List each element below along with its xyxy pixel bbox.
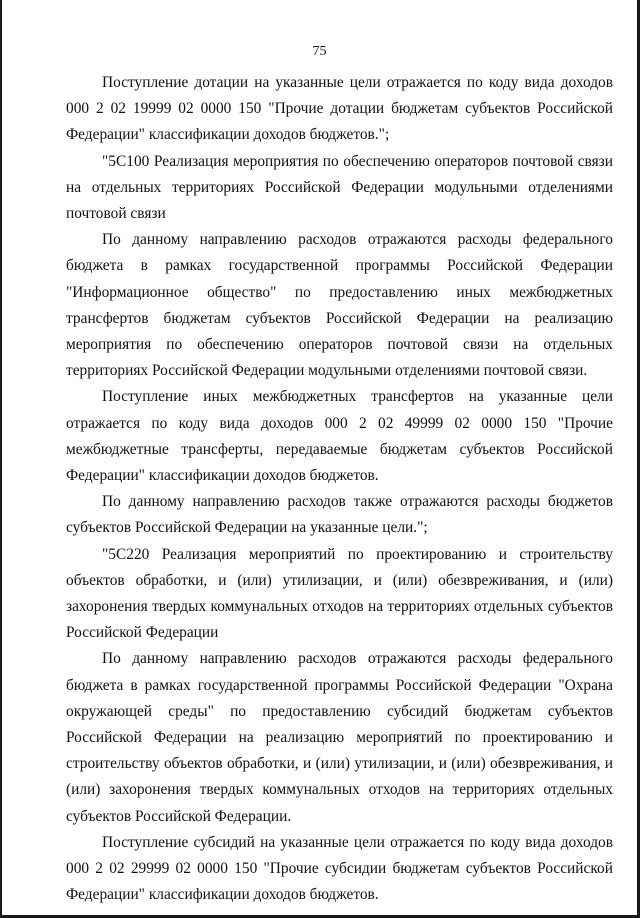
document-body xyxy=(66,70,613,909)
paragraph: Поступление субсидий на указанные цели отражается по коду вида доходов 000 2 02 29999 02 0000 150 "Прочие субсидии бюджетам субъектов Российской Федерации" классификации доходов бюджетов. xyxy=(66,833,613,904)
paragraph: По данному направлению расходов отражаются расходы федерального бюджета в рамках государственной программы Российской Федерации "Информационное общество" по предоставлению иных межбюджетных трансфертов бюджетам субъектов Российской Федерации на реализацию мероприятия по обеспечению операторов почтовой связи на отдельных территориях Российской Федерации модульными отделениями почтовой связи. xyxy=(66,231,613,380)
paragraph: "5С100 Реализация мероприятия по обеспечению операторов почтовой связи на отдельных территориях Российской Федерации модульными отделениями почтовой связи xyxy=(66,152,613,223)
paragraph: Поступление дотации на указанные цели отражается по коду вида доходов 000 2 02 19999 02 0000 150 "Прочие дотации бюджетам субъектов Российской Федерации" классификации доходов бюджетов."; xyxy=(66,74,613,144)
paragraph: "5С220 Реализация мероприятий по проектированию и строительству объектов обработки, и (или) утилизации, и (или) обезвреживания, и (или) захоронения твердых коммунальных отходов на территориях отдельных субъектов Российской Федерации xyxy=(66,545,613,642)
page-number: 75 xyxy=(312,44,327,59)
paragraph: Поступление иных межбюджетных трансфертов на указанные цели отражается по коду вида доходов 000 2 02 49999 02 0000 150 "Прочие межбюджетные трансферты, передаваемые бюджетам субъектов Российской Федерации" классификации доходов бюджетов. xyxy=(66,388,613,485)
paragraph: По данному направлению расходов также отражаются расходы бюджетов субъектов Российской Федерации на указанные цели."; xyxy=(66,493,613,537)
paragraph: По данному направлению расходов отражаются расходы федерального бюджета в рамках государственной программы Российской Федерации "Охрана окружающей среды" по предоставлению субсидий бюджетам субъектов Российской Федерации на реализацию мероприятий по проектированию и строительству объектов обработки, и (или) утилизации, и (или) обезвреживания, и (или) захоронения твердых коммунальных отходов на территориях отдельных субъектов Российской Федерации. xyxy=(66,650,613,825)
